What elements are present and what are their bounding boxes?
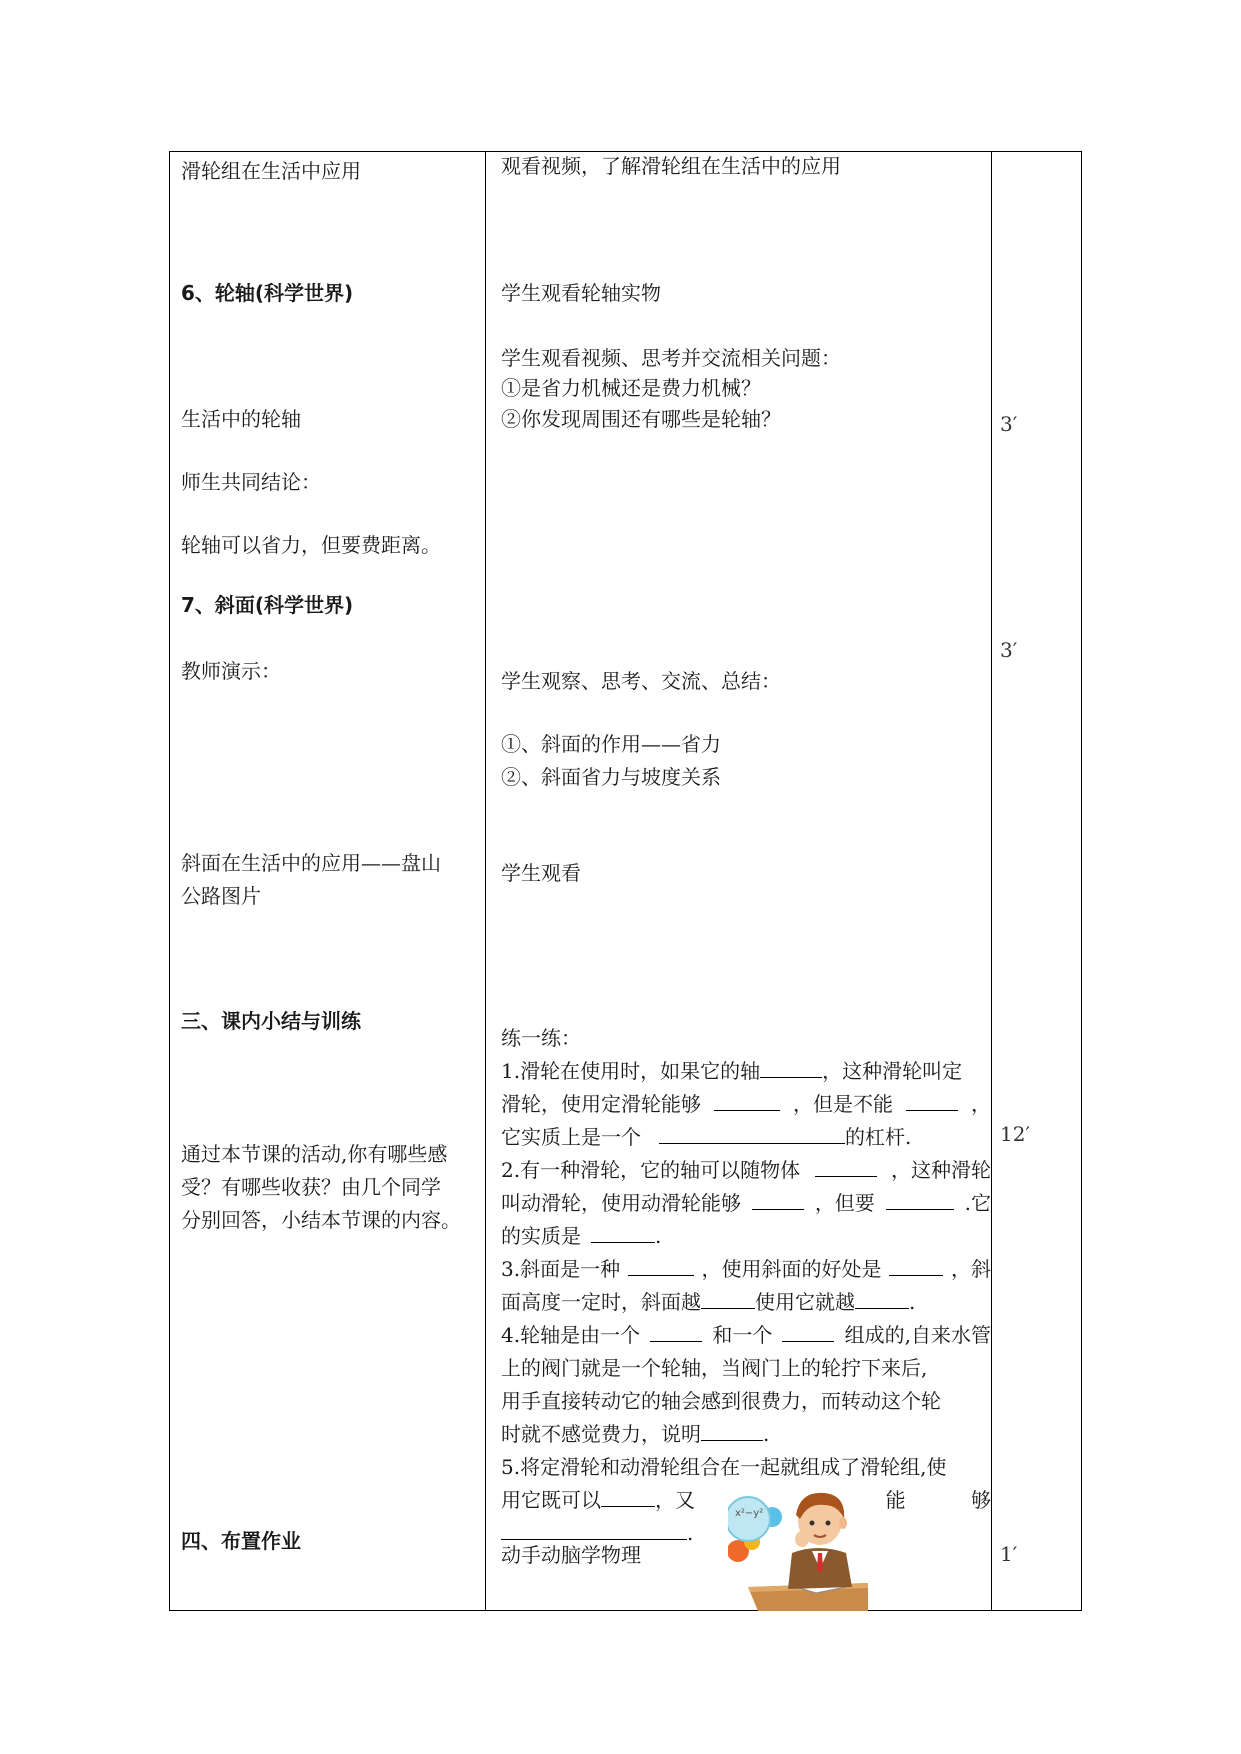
blank <box>889 1253 943 1276</box>
exercise-line <box>501 1055 991 1088</box>
text: ，这种滑轮 <box>891 1158 991 1182</box>
text: 能 <box>885 1488 906 1512</box>
text: 面高度一定时，斜面越 <box>501 1290 701 1314</box>
text: ，但是不能 <box>793 1092 893 1116</box>
exercise-line <box>501 1187 991 1220</box>
time-2: 3′ <box>1000 638 1018 662</box>
question-2: ②你发现周围还有哪些是轮轴？ <box>501 407 781 431</box>
blank <box>701 1286 755 1309</box>
teacher-demo: 教师演示： <box>181 659 281 683</box>
blank <box>886 1187 954 1210</box>
time-4: 1′ <box>1000 1542 1018 1566</box>
heading-4: 四、布置作业 <box>181 1529 301 1553</box>
text: 时就不感觉费力，说明 <box>501 1422 701 1446</box>
text: 1.滑轮在使用时，如果它的轴 <box>501 1059 761 1083</box>
blank <box>701 1418 763 1441</box>
summary-2: 受？有哪些收获？由几个同学 <box>181 1175 441 1199</box>
conclusion-lead: 师生共同结论： <box>181 470 321 494</box>
text: 用手直接转动它的轴会感到很费力，而转动这个轮 <box>501 1389 941 1413</box>
observe-slope: 学生观察、思考、交流、总结： <box>501 669 781 693</box>
exercise-line <box>501 1286 991 1319</box>
question-1: ①是省力机械还是费力机械？ <box>501 376 761 400</box>
text: . <box>687 1521 694 1545</box>
text: 够 <box>970 1488 991 1512</box>
time-3: 12′ <box>1000 1122 1030 1146</box>
blank <box>501 1517 687 1540</box>
text: 组成的,自来水管 <box>844 1323 991 1347</box>
text: ，又 <box>655 1488 695 1512</box>
boy-studying-illustration <box>728 1487 868 1611</box>
text: 3.斜面是一种 <box>501 1257 621 1281</box>
text: 4.轮轴是由一个 <box>501 1323 641 1347</box>
bubble-text: x²−y² <box>735 1508 764 1519</box>
text: 和一个 <box>712 1323 773 1347</box>
column-divider-2 <box>991 152 992 1610</box>
text: . <box>909 1290 916 1314</box>
text: . <box>763 1422 770 1446</box>
summary-3: 分别回答，小结本节课的内容。 <box>181 1208 461 1232</box>
exercise-line <box>501 1418 991 1451</box>
blank <box>815 1154 877 1177</box>
blank <box>659 1121 845 1144</box>
students-watch: 学生观看 <box>501 861 581 885</box>
exercise-line <box>501 1154 991 1187</box>
text: 使用它就越 <box>755 1290 855 1314</box>
text: . <box>655 1224 662 1248</box>
blank <box>855 1286 909 1309</box>
exercise-line <box>501 1352 991 1385</box>
text: 的杠杆. <box>845 1125 912 1149</box>
blank <box>591 1220 655 1243</box>
exercise-line <box>501 1451 991 1484</box>
heading-3: 三、课内小结与训练 <box>181 1009 361 1033</box>
text: 用它既可以 <box>501 1488 601 1512</box>
blank <box>782 1319 834 1342</box>
practice-heading: 练一练： <box>501 1026 581 1050</box>
video-question: 学生观看视频、思考并交流相关问题： <box>501 346 841 370</box>
blank <box>628 1253 694 1276</box>
text: 的实质是 <box>501 1224 581 1248</box>
summary-1: 通过本节课的活动,你有哪些感 <box>181 1142 448 1166</box>
slope-point-2: ②、斜面省力与坡度关系 <box>501 765 721 789</box>
text: .它 <box>964 1191 991 1215</box>
exercise-line <box>501 1253 991 1286</box>
observe-wheel: 学生观看轮轴实物 <box>501 281 661 305</box>
column-divider-1 <box>485 152 486 1610</box>
exercise-line <box>501 1319 991 1352</box>
time-1: 3′ <box>1000 412 1018 436</box>
text: ， <box>971 1092 991 1116</box>
blank <box>760 1055 822 1078</box>
blank <box>752 1187 804 1210</box>
heading-7: 7、斜面(科学世界) <box>181 593 354 617</box>
left-r1: 滑轮组在生活中应用 <box>181 159 361 183</box>
text: 滑轮，使用定滑轮能够 <box>501 1092 701 1116</box>
exercise-line <box>501 1121 991 1154</box>
exercise-block <box>501 1055 991 1550</box>
heading-6: 6、轮轴(科学世界) <box>181 281 354 305</box>
text: ，使用斜面的好处是 <box>701 1257 882 1281</box>
blank <box>714 1088 780 1111</box>
hands-on-label: 动手动脑学物理 <box>501 1543 641 1567</box>
conclusion: 轮轴可以省力，但要费距离。 <box>181 533 441 557</box>
exercise-line <box>501 1220 991 1253</box>
text: ，但要 <box>814 1191 875 1215</box>
text: 上的阀门就是一个轮轴，当阀门上的轮拧下来后, <box>501 1356 928 1380</box>
slope-app-2: 公路图片 <box>181 884 261 908</box>
blank <box>650 1319 702 1342</box>
text: 2.有一种滑轮，它的轴可以随物体 <box>501 1158 801 1182</box>
slope-point-1: ①、斜面的作用——省力 <box>501 732 721 756</box>
text: 5.将定滑轮和动滑轮组合在一起就组成了滑轮组,使 <box>501 1455 947 1479</box>
text: ，这种滑轮叫定 <box>822 1059 963 1083</box>
text: ，斜 <box>950 1257 991 1281</box>
text: 它实质上是一个 <box>501 1125 641 1149</box>
wheel-life: 生活中的轮轴 <box>181 407 301 431</box>
mid-r1: 观看视频，了解滑轮组在生活中的应用 <box>501 154 841 178</box>
exercise-line <box>501 1088 991 1121</box>
blank <box>906 1088 958 1111</box>
blank <box>601 1484 655 1507</box>
text: 叫动滑轮，使用动滑轮能够 <box>501 1191 741 1215</box>
exercise-line <box>501 1385 991 1418</box>
slope-app-1: 斜面在生活中的应用——盘山 <box>181 851 441 875</box>
